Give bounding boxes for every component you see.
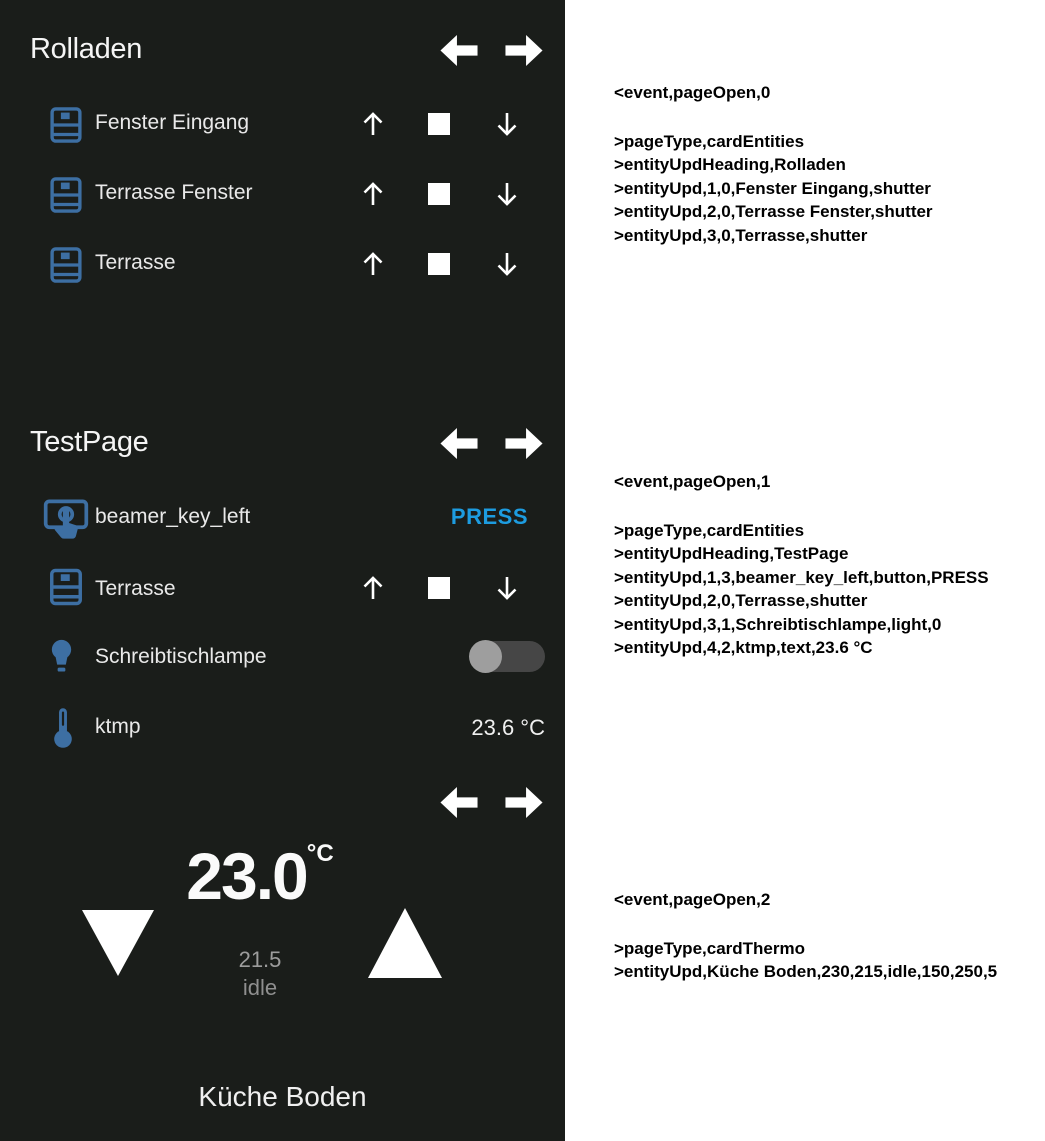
setpoint-value: 21.5 bbox=[238, 947, 282, 972]
page-title: Rolladen bbox=[30, 33, 143, 65]
entity-name: Terrasse Fenster bbox=[95, 181, 253, 204]
entity-name: Terrasse bbox=[95, 251, 176, 274]
nav-prev-button[interactable] bbox=[438, 426, 480, 461]
press-button[interactable]: PRESS bbox=[450, 504, 528, 529]
arrow-right-icon bbox=[503, 426, 545, 461]
nav-next-button[interactable] bbox=[503, 785, 545, 820]
log-line: >pageType,cardEntities bbox=[614, 520, 805, 540]
lightbulb-icon bbox=[47, 637, 76, 679]
entity-name: Fenster Eingang bbox=[95, 111, 250, 134]
log-line: >entityUpd,4,2,ktmp,text,23.6 °C bbox=[614, 638, 873, 657]
sensor-value: 23.6 °C bbox=[471, 715, 545, 740]
arrow-down-icon bbox=[493, 249, 521, 279]
arrow-up-icon bbox=[359, 573, 387, 603]
arrow-right-icon bbox=[503, 785, 545, 820]
shutter-up-button[interactable] bbox=[359, 179, 387, 209]
shutter-down-button[interactable] bbox=[493, 109, 521, 139]
log-block-page0 bbox=[614, 81, 933, 247]
nav-prev-button[interactable] bbox=[438, 785, 480, 820]
log-line: >entityUpd,3,0,Terrasse,shutter bbox=[614, 225, 868, 245]
log-line: >entityUpd,3,1,Schreibtischlampe,light,0 bbox=[614, 614, 942, 634]
log-event-line: <event,pageOpen,0 bbox=[614, 83, 771, 102]
arrow-right-icon bbox=[503, 33, 545, 68]
log-block-page1 bbox=[614, 470, 989, 660]
shutter-stop-button[interactable] bbox=[428, 253, 450, 275]
log-line: >entityUpdHeading,Rolladen bbox=[614, 155, 846, 174]
arrow-left-icon bbox=[438, 426, 480, 461]
log-line: >entityUpd,1,3,beamer_key_left,button,PRESS bbox=[614, 567, 989, 587]
log-event-line: <event,pageOpen,1 bbox=[614, 472, 771, 491]
gesture-tap-button-icon bbox=[42, 494, 90, 542]
shutter-down-button[interactable] bbox=[493, 249, 521, 279]
entity-name: beamer_key_left bbox=[95, 505, 251, 528]
nav-next-button[interactable] bbox=[503, 426, 545, 461]
window-shutter-icon bbox=[48, 106, 84, 144]
log-spacer bbox=[614, 105, 933, 130]
shutter-stop-button[interactable] bbox=[428, 183, 450, 205]
shutter-down-button[interactable] bbox=[493, 573, 521, 603]
arrow-down-icon bbox=[493, 573, 521, 603]
shutter-up-button[interactable] bbox=[359, 109, 387, 139]
log-line: >entityUpdHeading,TestPage bbox=[614, 544, 849, 563]
thermometer-icon bbox=[52, 705, 74, 751]
arrow-down-icon bbox=[493, 109, 521, 139]
log-line: >entityUpd,Küche Boden,230,215,idle,150,250,5 bbox=[614, 962, 998, 981]
log-line: >entityUpd,1,0,Fenster Eingang,shutter bbox=[614, 178, 931, 198]
nav-next-button[interactable] bbox=[503, 33, 545, 68]
log-spacer bbox=[614, 494, 989, 519]
temperature-value: 23.0 bbox=[186, 839, 307, 913]
entity-name: Schreibtischlampe bbox=[95, 645, 267, 668]
entity-name: ktmp bbox=[95, 715, 141, 738]
thermostat-state: idle bbox=[242, 975, 278, 1000]
log-line: >pageType,cardEntities bbox=[614, 131, 805, 151]
thermostat-name: Küche Boden bbox=[198, 1081, 367, 1112]
light-toggle[interactable] bbox=[470, 641, 545, 672]
log-line: >entityUpd,2,0,Terrasse,shutter bbox=[614, 591, 868, 610]
window-shutter-icon bbox=[48, 567, 84, 607]
log-block-page2 bbox=[614, 888, 997, 984]
shutter-stop-button[interactable] bbox=[428, 577, 450, 599]
entity-name: Terrasse bbox=[95, 577, 176, 600]
shutter-down-button[interactable] bbox=[493, 179, 521, 209]
log-line: >pageType,cardThermo bbox=[614, 938, 805, 958]
current-temperature bbox=[140, 838, 380, 914]
arrow-up-icon bbox=[359, 109, 387, 139]
arrow-up-icon bbox=[359, 179, 387, 209]
window-shutter-icon bbox=[48, 176, 84, 214]
shutter-up-button[interactable] bbox=[359, 249, 387, 279]
log-line: >entityUpd,2,0,Terrasse Fenster,shutter bbox=[614, 202, 933, 221]
arrow-left-icon bbox=[438, 33, 480, 68]
log-spacer bbox=[614, 912, 997, 937]
shutter-stop-button[interactable] bbox=[428, 113, 450, 135]
toggle-knob bbox=[469, 640, 502, 673]
nav-prev-button[interactable] bbox=[438, 33, 480, 68]
arrow-left-icon bbox=[438, 785, 480, 820]
log-event-line: <event,pageOpen,2 bbox=[614, 890, 771, 909]
arrow-up-icon bbox=[359, 249, 387, 279]
page-title: TestPage bbox=[30, 426, 149, 458]
window-shutter-icon bbox=[48, 246, 84, 284]
arrow-down-icon bbox=[493, 179, 521, 209]
temperature-unit: °C bbox=[306, 840, 334, 867]
shutter-up-button[interactable] bbox=[359, 573, 387, 603]
